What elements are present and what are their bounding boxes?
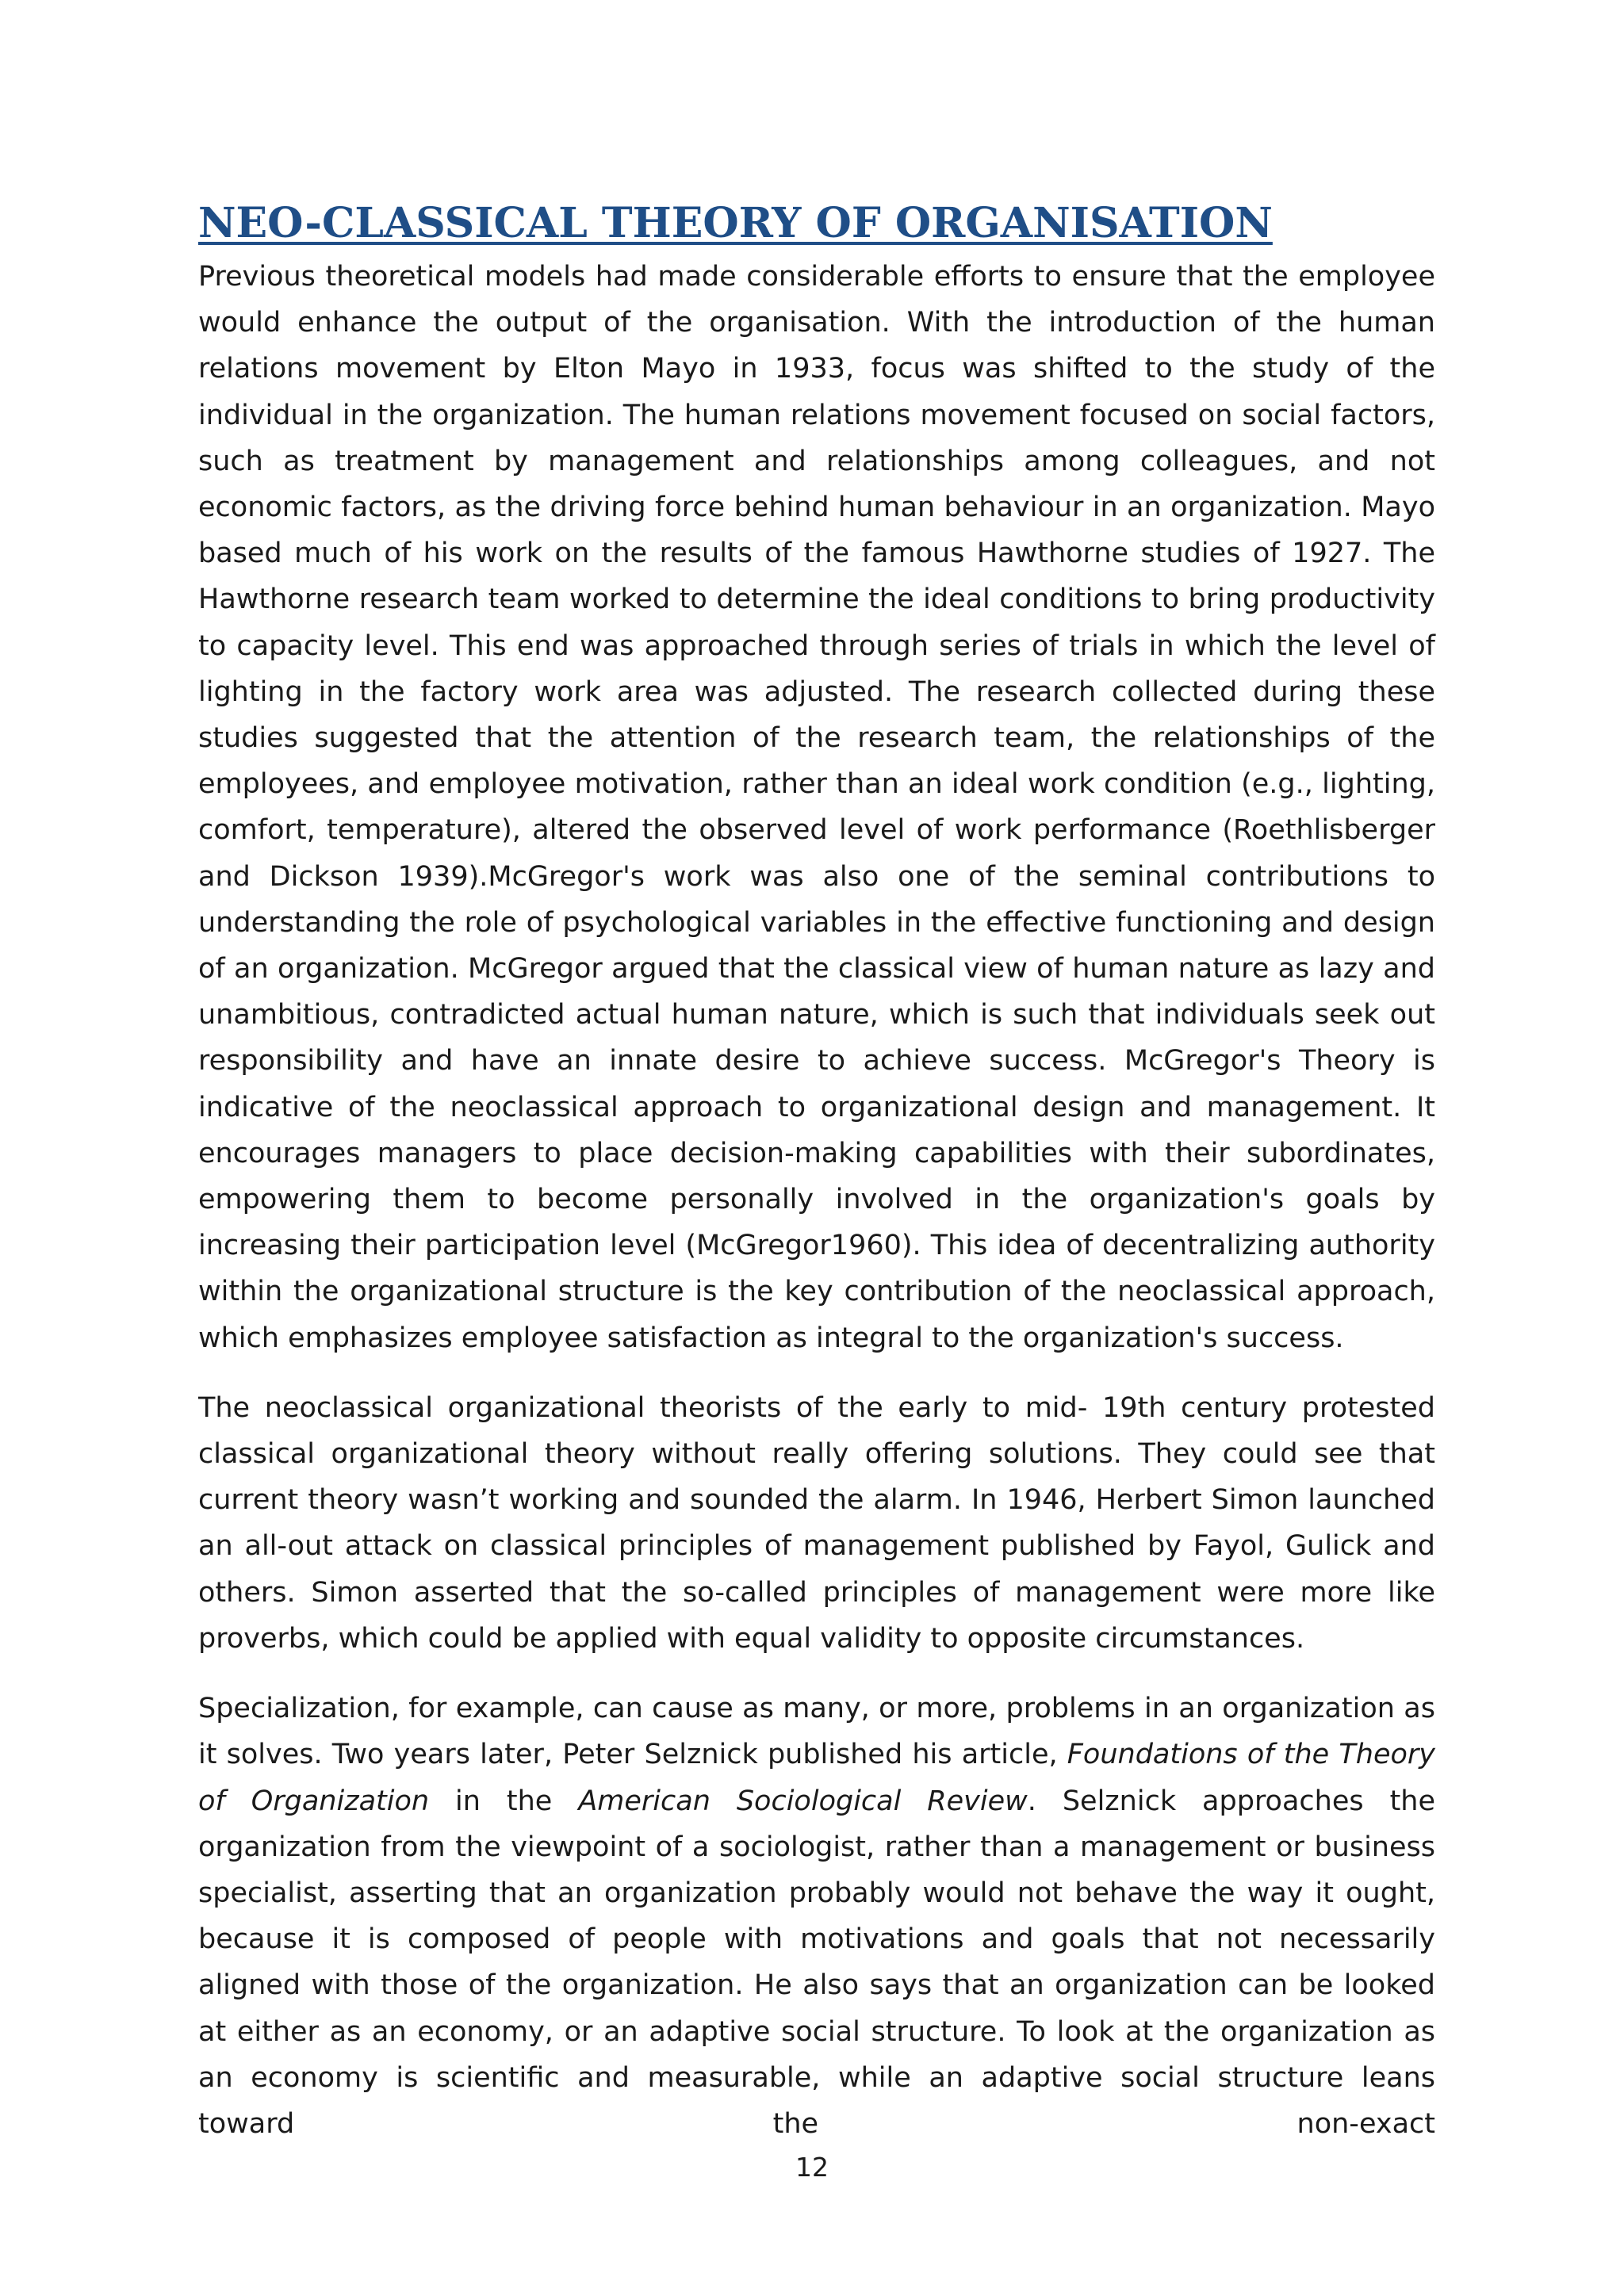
article-title: Foundations of the Theory of Organization: [198, 1739, 1436, 1817]
section-heading: NEO-CLASSICAL THEORY OF ORGANISATION: [198, 199, 1273, 247]
paragraph-3-text-1: Specialization, for example, can cause as many, or more, problems in an organization as it solves. Two years later, Peter Selznick published his article,: [198, 1693, 1435, 1771]
page-content: [198, 197, 1435, 2147]
paragraph-3-text-2: in the: [429, 1785, 579, 1817]
paragraph-3-text-3: . Selznick approaches the organization from the viewpoint of a sociologist, rather than a management or business specialist, asserting that an organization probably would not behave the way it ought, because it is composed of people with motivations and goals that not necessarily aligned with those of the organization. He also says that an organization can be looked at either as an economy, or an adaptive social structure. To look at the organization as an economy is scientific and measurable, while an adaptive social structure leans toward the non-exact: [198, 1785, 1436, 2140]
paragraph-3: [198, 1686, 1435, 2147]
paragraph-1: Previous theoretical models had made considerable efforts to ensure that the employee would enhance the output of the organisation. With the introduction of the human relations movement by Elton Mayo in 1933, focus was shifted to the study of the individual in the organization. The human relations movement focused on social factors, such as treatment by management and relationships among colleagues, and not economic factors, as the driving force behind human behaviour in an organization. Mayo based much of his work on the results of the famous Hawthorne studies of 1927. The Hawthorne research team worked to determine the ideal conditions to bring productivity to capacity level. This end was approached through series of trials in which the level of lighting in the factory work area was adjusted. The research collected during these studies suggested that the attention of the research team, the relationships of the employees, and employee motivation, rather than an ideal work condition (e.g., lighting, comfort, temperature), altered the observed level of work performance (Roethlisberger and Dickson 1939).McGregor's work was also one of the seminal contributions to understanding the role of psychological variables in the effective functioning and design of an organization. McGregor argued that the classical view of human nature as lazy and unambitious, contradicted actual human nature, which is such that individuals seek out responsibility and have an innate desire to achieve success. McGregor's Theory is indicative of the neoclassical approach to organizational design and management. It encourages managers to place decision-making capabilities with their subordinates, empowering them to become personally involved in the organization's goals by increasing their participation level (McGregor1960). This idea of decentralizing authority within the organizational structure is the key contribution of the neoclassical approach, which emphasizes employee satisfaction as integral to the organization's success.: [198, 261, 1435, 1354]
journal-title: American Sociological Review: [578, 1785, 1028, 1817]
page-number: 12: [795, 2152, 829, 2183]
paragraph-2: The neoclassical organizational theorists of the early to mid- 19th century protested classical organizational theory without really offering solutions. They could see that current theory wasn’t working and sounded the alarm. In 1946, Herbert Simon launched an all-out attack on classical principles of management published by Fayol, Gulick and others. Simon asserted that the so-called principles of management were more like proverbs, which could be applied with equal validity to opposite circumstances.: [198, 1391, 1435, 1655]
